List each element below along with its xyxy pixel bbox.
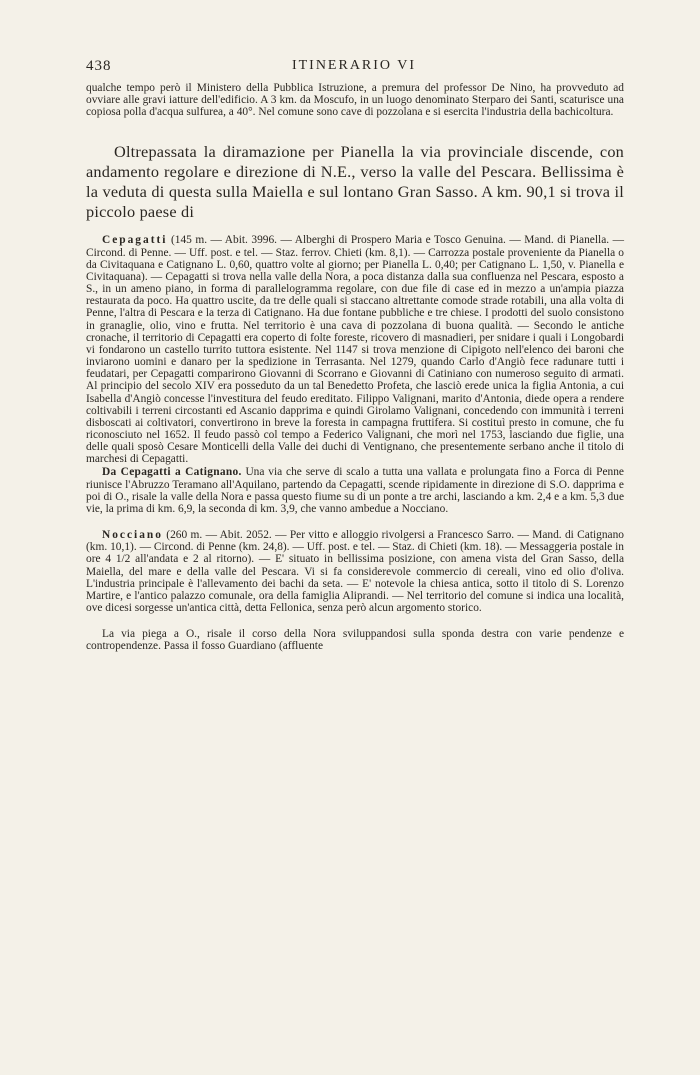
page-body	[86, 82, 624, 652]
entry-term: Nocciano	[102, 529, 163, 542]
page-header	[86, 58, 622, 78]
entry-text: (260 m. — Abit. 2052. — Per vitto e alloggio rivolgersi a Francesco Sarro. — Mand. di Catignano (km. 10,1). — Circond. di Penne (km. 24,8). — Uff. post. e tel. — Staz. di Chieti (km. 18). — Messaggeria postale in ore 4 1/2 all'andata e 2 al ritorno). — E' situato in bellissima posizione, con amena vista del Gran Sasso, della Maiella, del mare e della valle del Pescara. Vi si fa considerevole commercio di cereali, vino ed olio d'oliva. L'industria principale è l'allevamento dei bachi da seta. — E' notevole la chiesa antica, sotto il titolo di S. Lorenzo Martire, e l'antico palazzo comunale, ora della famiglia Aliprandi. — Nel territorio del comune si indica una località, ove dicesi sorgesse un'antica città, detta Fellonica, senza però alcun argomento storico.	[86, 529, 624, 614]
running-title: ITINERARIO VI	[291, 58, 417, 73]
entry-cepagatti	[86, 234, 624, 465]
entry-text: Una via che serve di scalo a tutta una vallata e prolungata fino a Forca di Penne riunisce l'Abruzzo Teramano all'Aquilano, partendo da Cepagatti, scende ripidamente in direzione di S.O. dapprima e poi di O., risale la valle della Nora e passa questo fiume su di un ponte a tre archi, lasciando a km. 2,4 e a km. 5,3 due vie, la prima di km. 6,9, la seconda di km. 3,9, che vanno ambedue a Nocciano.	[86, 466, 624, 515]
entry-term: Da Cepagatti a Catignano.	[102, 466, 242, 479]
entry-text: (145 m. — Abit. 3996. — Alberghi di Prospero Maria e Tosco Genuina. — Mand. di Pianella. — Circond. di Penne. — Uff. post. e tel. — Staz. ferrov. Chieti (km. 8,1). — Carrozza postale proveniente da Pianella o da Civitaquana e Catignano L. 0,60, quattro volte al giorno; per Pianella L. 0,40; per Catignano L. 1,50, v. Pianella e Civitaquana). — Cepagatti si trova nella valle della Nora, a poca distanza dalla sua confluenza nel Pescara, esposto a S., in un ameno piano, in forma di parallelogramma regolare, con due file di case ed in mezzo a un'ampia piazza restaurata da poco. Ha quattro uscite, da tre delle quali si staccano altrettante comode strade rotabili, una alla volta di Penne, l'altra di Pescara e la terza di Catignano. Ha due fontane pubbliche e tre chiese. I prodotti del suolo consistono in granaglie, olio, vino e frutta. Nel territorio è una cava di pozzolana di buona qualità. — Secondo le antiche cronache, il territorio di Cepagatti era coperto di folte foreste, ricovero di masnadieri, per snidare i quali i Longobardi vi fondarono un castello turrito tuttora esistente. Nel 1147 si trova menzione di Cipigoto nell'elenco dei baroni che inviarono uomini e danaro per la spedizione in Terrasanta. Nel 1279, quando Carlo d'Angiò fece radunare tutti i feudatari, per Cepagatti comparirono Giovanni di Scorrano e Giovanni di Catiniano con numeroso seguito di armati. Al principio del secolo XIV era posseduto da un tal Benedetto Profeta, che lasciò erede unica la figlia Antonia, a cui Isabella d'Angiò concesse l'investitura del feudo ereditato. Filippo Valignani, marito d'Antonia, diede opera a rendere coltivabili i terreni circostanti ed Ascanio dapprima e quindi Girolamo Valignani, concedendo con immunità i terreni disboscati ai coltivatori, convertirono in breve la foresta in campagna fruttifera. Si costituì presto in comune, che fu riconosciuto nel 1652. Il feudo passò col tempo a Federico Valignani, che morì nel 1753, lasciando due figlie, una delle quali sposò Cesare Monticelli della Valle dei duchi di Ventignano, che presentemente serbano anche il titolo di marchesi di Cepagatti.	[86, 234, 624, 466]
page-number: 438	[86, 58, 112, 74]
entry-da-cepagatti-a-catignano	[86, 466, 624, 515]
closing-paragraph: La via piega a O., risale il corso della Nora sviluppandosi sulla sponda destra con varie pendenze e contropendenze. Passa il fosso Guardiano (affluente	[86, 628, 624, 653]
entry-term: Cepagatti	[102, 234, 168, 247]
main-paragraph: Oltrepassata la diramazione per Pianella la via provinciale discende, con andamento regolare e direzione di N.E., verso la valle del Pescara. Bellissima è la veduta di questa sulla Maiella e sul lontano Gran Sasso. A km. 90,1 si trova il piccolo paese di	[86, 142, 624, 222]
intro-paragraph: qualche tempo però il Ministero della Pubblica Istruzione, a premura del professor De Nino, ha provveduto ad ovviare alle gravi iatture dell'edificio. A 3 km. da Moscufo, in un luogo denominato Sterparo dei Santi, scaturisce una copiosa polla d'acqua sulfurea, a 40°. Nel comune sono cave di pozzolana e si esercita l'industria della bachicoltura.	[86, 82, 624, 119]
entry-nocciano	[86, 529, 624, 614]
